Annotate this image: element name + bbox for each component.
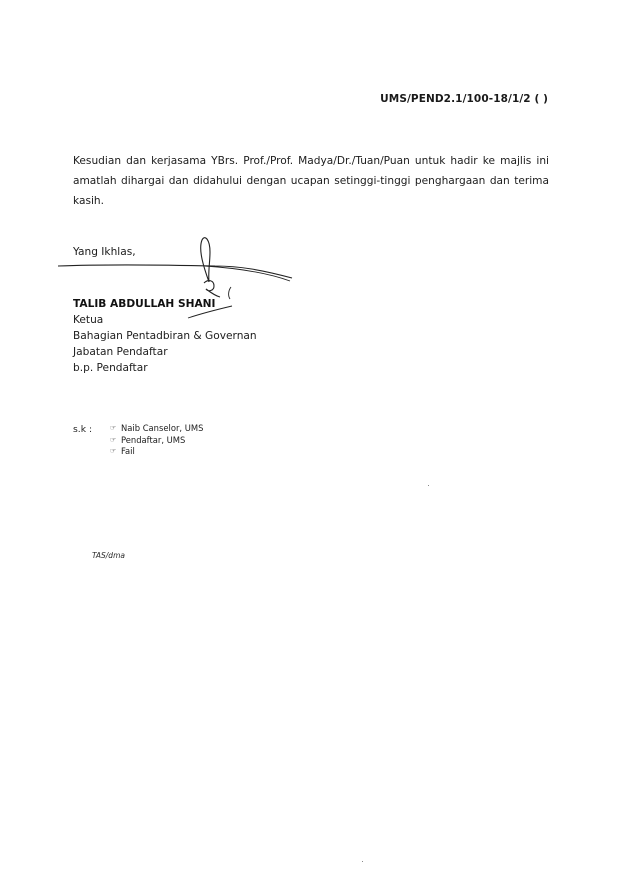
pointing-hand-icon: ☞: [110, 424, 117, 432]
cc-item: [110, 435, 203, 447]
reference-number: UMS/PEND2.1/100-18/1/2 ( ): [380, 93, 548, 105]
scan-speck: [428, 485, 429, 486]
typist-initials: TAS/dma: [92, 551, 125, 560]
signer-name: TALIB ABDULLAH SHANI: [73, 298, 216, 310]
pointing-hand-icon: ☞: [110, 435, 117, 444]
body-paragraph: Kesudian dan kerjasama YBrs. Prof./Prof. Madya/Dr./Tuan/Puan untuk hadir ke majlis ini amatlah dihargai dan didahului dengan ucapan setinggi-tinggi penghargaan dan terima kasih.: [73, 155, 549, 207]
cc-item: [110, 446, 203, 458]
pointing-hand-icon: ☞: [110, 447, 117, 455]
cc-list: [110, 423, 203, 458]
closing-salutation: Yang Ikhlas,: [73, 246, 136, 258]
cc-label: s.k :: [73, 424, 93, 435]
signer-behalf: b.p. Pendaftar: [73, 362, 148, 374]
signer-division: Bahagian Pentadbiran & Governan: [73, 330, 257, 342]
signer-department: Jabatan Pendaftar: [73, 346, 168, 358]
cc-item-text: Pendaftar, UMS: [121, 434, 186, 445]
signer-details: [73, 312, 257, 376]
signer-position: Ketua: [73, 314, 104, 326]
scan-speck: [362, 861, 363, 862]
cc-item: [110, 423, 203, 435]
cc-item-text: Naib Canselor, UMS: [121, 423, 204, 433]
cc-item-text: Fail: [121, 446, 135, 456]
